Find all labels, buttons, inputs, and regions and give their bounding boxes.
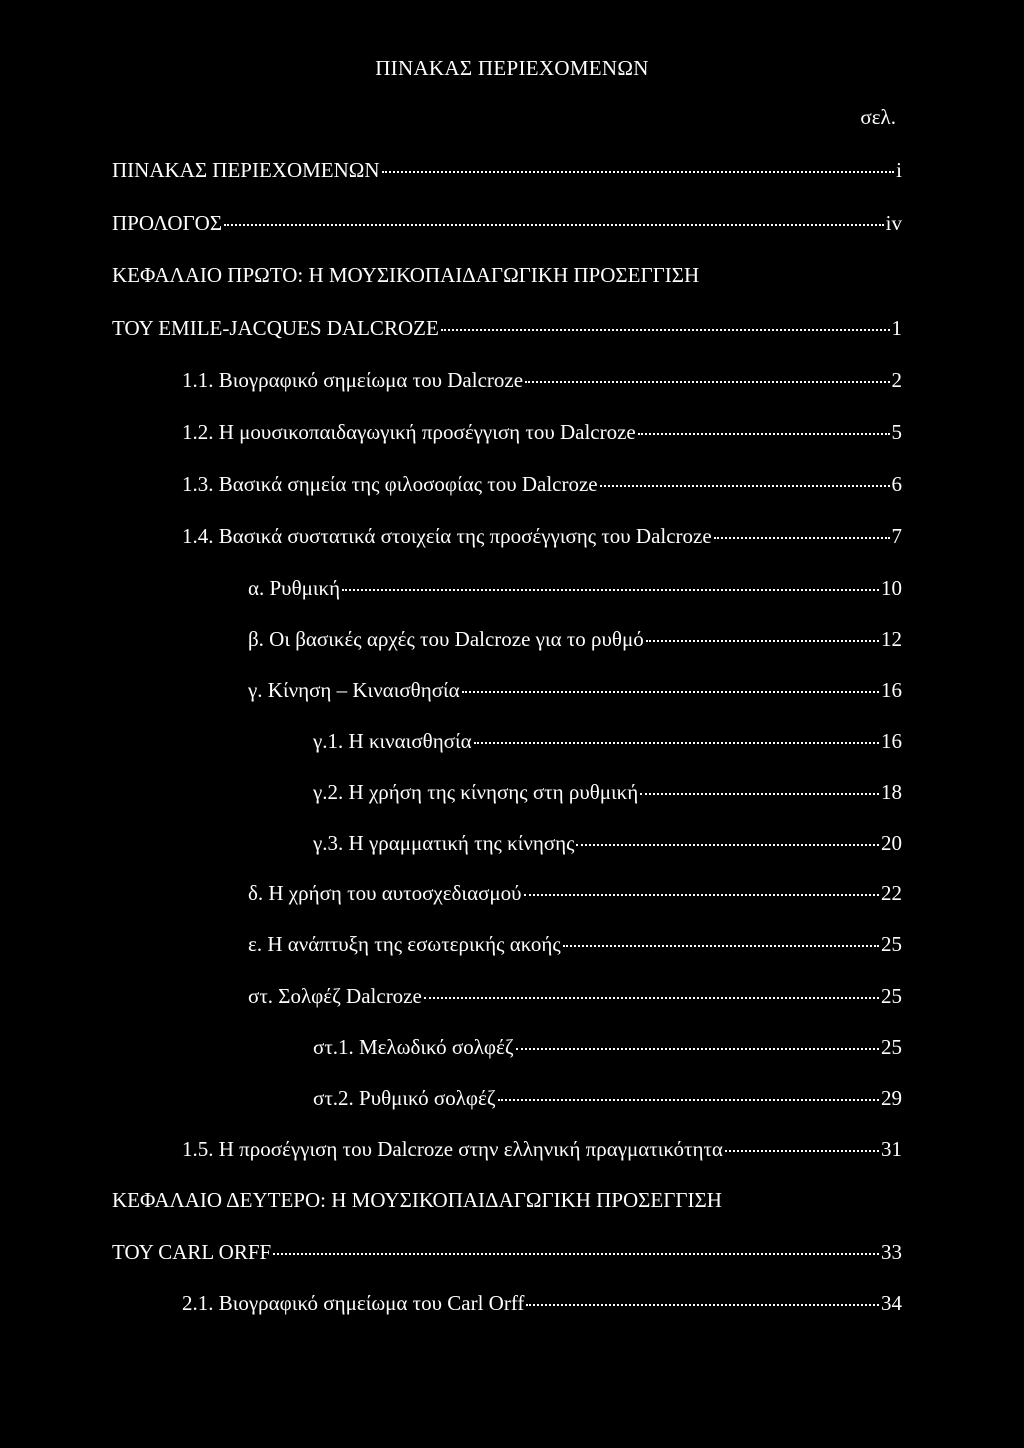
page-title: ΠΙΝΑΚΑΣ ΠΕΡΙΕΧΟΜΕΝΩΝ <box>375 56 649 80</box>
chapter-heading[interactable]: ΚΕΦΑΛΑΙΟ ΠΡΩΤΟ: Η ΜΟΥΣΙΚΟΠΑΙΔΑΓΩΓΙΚΗ ΠΡΟΣΕΓΓΙΣΗ <box>112 263 700 287</box>
toc-entry-label: ε. Η ανάπτυξη της εσωτερικής ακοής <box>248 932 561 956</box>
toc-entry-label: α. Ρυθμική <box>248 576 341 600</box>
toc-entry-page: 16 <box>881 678 902 702</box>
toc-entry-label: ΠΡΟΛΟΓΟΣ <box>112 211 223 235</box>
dot-leader <box>516 1048 879 1050</box>
toc-entry[interactable] <box>248 575 902 601</box>
toc-entry-page: 29 <box>881 1086 902 1110</box>
dot-leader <box>576 844 879 846</box>
toc-entry[interactable] <box>182 523 902 549</box>
toc-entry-label: στ.2. Ρυθμικό σολφέζ <box>313 1086 496 1110</box>
toc-entry[interactable] <box>182 367 902 393</box>
dot-leader <box>462 691 879 693</box>
dot-leader <box>714 537 890 539</box>
toc-entry-label: 1.1. Βιογραφικό σημείωμα του Dalcroze <box>182 368 524 392</box>
dot-leader <box>725 1150 879 1152</box>
toc-entry-page: 25 <box>881 932 902 956</box>
dot-leader <box>638 433 890 435</box>
toc-entry-label: 2.1. Βιογραφικό σημείωμα του Carl Orff <box>182 1291 525 1315</box>
dot-leader <box>563 945 879 947</box>
dot-leader <box>525 381 889 383</box>
dot-leader <box>424 997 879 999</box>
dot-leader <box>273 1253 879 1255</box>
toc-entry-page: 25 <box>881 984 902 1008</box>
toc-entry-label: 1.2. Η μουσικοπαιδαγωγική προσέγγιση του Dalcroze <box>182 420 636 444</box>
page-column-label: σελ. <box>860 105 896 129</box>
toc-entry[interactable] <box>112 315 902 341</box>
dot-leader <box>646 640 879 642</box>
dot-leader <box>224 224 884 226</box>
toc-entry[interactable] <box>248 626 902 652</box>
toc-entry-page: 25 <box>881 1035 902 1059</box>
dot-leader <box>498 1099 879 1101</box>
toc-entry[interactable] <box>248 880 902 906</box>
toc-entry-page: 22 <box>881 881 902 905</box>
toc-entry-label: στ.1. Μελωδικό σολφέζ <box>313 1035 514 1059</box>
toc-entry-label: δ. Η χρήση του αυτοσχεδιασμού <box>248 881 522 905</box>
toc-entry[interactable] <box>313 830 902 856</box>
dot-leader <box>441 329 890 331</box>
toc-entry-label: 1.4. Βασικά συστατικά στοιχεία της προσέγγισης του Dalcroze <box>182 524 712 548</box>
toc-entry-page: i <box>896 158 902 182</box>
toc-entry-label: 1.3. Βασικά σημεία της φιλοσοφίας του Dalcroze <box>182 472 598 496</box>
toc-entry-page: 18 <box>881 780 902 804</box>
toc-entry-page: 31 <box>881 1137 902 1161</box>
dot-leader <box>600 485 890 487</box>
toc-entry[interactable] <box>182 471 902 497</box>
toc-entry-label: γ. Κίνηση – Κιναισθησία <box>248 678 460 702</box>
toc-entry-label: ΠΙΝΑΚΑΣ ΠΕΡΙΕΧΟΜΕΝΩΝ <box>112 158 380 182</box>
toc-entry-page: 1 <box>891 316 902 340</box>
toc-entry-page: 16 <box>881 729 902 753</box>
toc-entry[interactable] <box>313 779 902 805</box>
toc-entry-label: 1.5. Η προσέγγιση του Dalcroze στην ελληνική πραγματικότητα <box>182 1137 723 1161</box>
toc-entry-page: 10 <box>881 576 902 600</box>
toc-entry[interactable] <box>313 1085 902 1111</box>
toc-entry-page: 5 <box>891 420 902 444</box>
dot-leader <box>640 793 879 795</box>
toc-entry-page: 12 <box>881 627 902 651</box>
toc-entry-page: iv <box>885 211 902 235</box>
dot-leader <box>524 894 879 896</box>
toc-entry[interactable] <box>248 983 902 1009</box>
toc-entry[interactable] <box>182 1290 902 1316</box>
toc-entry-label: β. Οι βασικές αρχές του Dalcroze για το ρυθμό <box>248 627 644 651</box>
dot-leader <box>526 1304 879 1306</box>
toc-entry[interactable] <box>248 677 902 703</box>
toc-entry[interactable] <box>112 157 902 183</box>
toc-entry[interactable] <box>112 210 902 236</box>
toc-entry-label: ΤΟΥ CARL ORFF <box>112 1240 272 1264</box>
toc-entry[interactable] <box>248 931 902 957</box>
toc-entry-page: 6 <box>891 472 902 496</box>
toc-entry-page: 2 <box>891 368 902 392</box>
dot-leader <box>382 171 895 173</box>
toc-entry[interactable] <box>313 1034 902 1060</box>
toc-entry[interactable] <box>182 419 902 445</box>
toc-entry[interactable] <box>313 728 902 754</box>
chapter-heading[interactable]: ΚΕΦΑΛΑΙΟ ΔΕΥΤΕΡΟ: Η ΜΟΥΣΙΚΟΠΑΙΔΑΓΩΓΙΚΗ ΠΡΟΣΕΓΓΙΣΗ <box>112 1188 722 1212</box>
toc-entry-label: γ.3. Η γραμματική της κίνησης <box>313 831 575 855</box>
toc-entry[interactable] <box>112 1239 902 1265</box>
toc-entry-label: γ.2. Η χρήση της κίνησης στη ρυθμική <box>313 780 639 804</box>
dot-leader <box>474 742 879 744</box>
toc-entry-page: 34 <box>881 1291 902 1315</box>
toc-entry-page: 7 <box>891 524 902 548</box>
toc-entry-label: γ.1. Η κιναισθησία <box>313 729 472 753</box>
toc-entry-page: 20 <box>881 831 902 855</box>
toc-entry-label: στ. Σολφέζ Dalcroze <box>248 984 422 1008</box>
toc-entry[interactable] <box>182 1136 902 1162</box>
toc-entry-label: ΤΟΥ EMILE-JACQUES DALCROZE <box>112 316 439 340</box>
dot-leader <box>342 589 879 591</box>
toc-entry-page: 33 <box>881 1240 902 1264</box>
